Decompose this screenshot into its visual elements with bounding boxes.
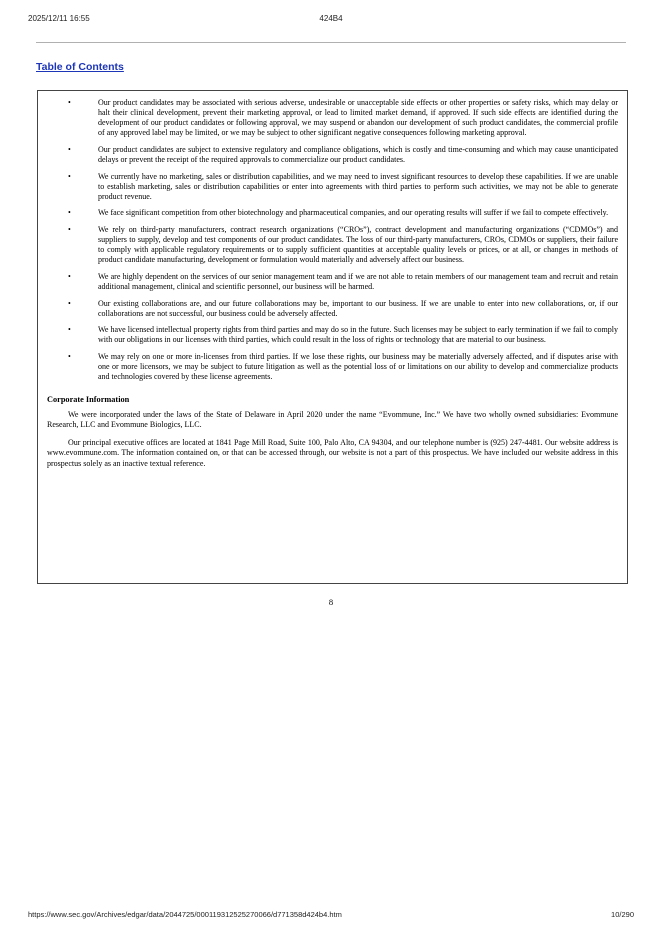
- bullet-dot-icon: •: [68, 351, 71, 361]
- bullet-dot-icon: •: [68, 271, 71, 281]
- corporate-info-paragraph: Our principal executive offices are located at 1841 Page Mill Road, Suite 100, Palo Alto, CA 94304, and our telephone number is (925) 247-4481. Our website address is www.evommune.com. The information contained on, or that can be accessed through, our website is not a part of this prospectus. We have included our website address in this prospectus solely as an inactive textual reference.: [47, 438, 618, 468]
- risk-bullet-in-licenses: [47, 352, 618, 382]
- bullet-dot-icon: •: [68, 144, 71, 154]
- print-document-title: 424B4: [319, 14, 343, 23]
- risk-bullet-regulatory: [47, 145, 618, 165]
- risk-bullet-text: We are highly dependent on the services of our senior management team and if we are not able to retain members of our management team and recruit and retain additional management, clinical and scientific personnel, our business will be harmed.: [98, 271, 618, 291]
- page-number: 8: [328, 597, 334, 607]
- print-footer: [28, 910, 634, 922]
- print-header: [28, 14, 634, 26]
- bullet-dot-icon: •: [68, 98, 71, 107]
- print-source-url: https://www.sec.gov/Archives/edgar/data/2044725/000119312525270066/d771358d424b4.htm: [28, 910, 342, 919]
- bullet-dot-icon: •: [68, 298, 71, 308]
- print-page-counter: 10/290: [611, 910, 634, 919]
- corporate-info-paragraph: We were incorporated under the laws of the State of Delaware in April 2020 under the name “Evommune, Inc.” We have two wholly owned subsidiaries: Evommune Research, LLC and Evommune Biologics, LLC.: [47, 410, 618, 430]
- risk-factor-bullet-list: [47, 98, 618, 382]
- bullet-dot-icon: •: [68, 325, 71, 335]
- header-divider: [36, 42, 626, 43]
- risk-bullet-management: [47, 272, 618, 292]
- bullet-dot-icon: •: [68, 208, 71, 218]
- risk-bullet-competition: [47, 208, 618, 218]
- corporate-information-heading: Corporate Information: [47, 395, 130, 405]
- bullet-dot-icon: •: [68, 224, 71, 234]
- risk-bullet-collaborations: [47, 299, 618, 319]
- bullet-dot-icon: •: [68, 171, 71, 181]
- summary-content-box: [37, 90, 628, 584]
- risk-bullet-text: Our product candidates may be associated with serious adverse, undesirable or unacceptable side effects or other properties or safety risks, which may delay or halt their clinical development, prevent their marketing approval, or lead to limited market demand, if approved. If such side effects are identified during the development of our product candidates or following approval, we may suspend or abandon our development of such product candidates, the commercial profile of any approved label may be limited, or we may be subject to other significant negative consequences following marketing approval.: [98, 98, 618, 138]
- risk-bullet-text: We face significant competition from other biotechnology and pharmaceutical companies, and our operating results will suffer if we fail to compete effectively.: [98, 208, 609, 218]
- table-of-contents-link[interactable]: Table of Contents: [36, 61, 124, 73]
- risk-bullet-third-party: [47, 225, 618, 265]
- risk-bullet-licensed-ip: [47, 325, 618, 345]
- risk-bullet-side-effects: [47, 98, 618, 138]
- risk-bullet-text: Our existing collaborations are, and our future collaborations may be, important to our business. If we are unable to enter into new collaborations, or, if our collaborations are not successful, our business could be adversely affected.: [98, 298, 618, 318]
- risk-bullet-text: We rely on third-party manufacturers, contract research organizations (“CROs”), contract development and manufacturing organizations (“CDMOs”) and suppliers to supply, develop and test components of our product candidates. The loss of our third-party manufacturers, CROs, CDMOs or suppliers, their failure to comply with applicable regulatory requirements or to supply sufficient quantities at acceptable quality levels or prices, or at all, or changes in methods of product candidate manufacturing, development or formulation would materially and adversely affect our business.: [98, 224, 618, 265]
- print-timestamp: 2025/12/11 16:55: [28, 14, 90, 23]
- risk-bullet-marketing: [47, 172, 618, 202]
- risk-bullet-text: We may rely on one or more in-licenses from third parties. If we lose these rights, our business may be materially adversely affected, and if disputes arise with one or more licensors, we may be subject to future litigation as well as the potential loss of or limitations on our ability to develop and commercialize products and technologies covered by these license agreements.: [98, 351, 618, 382]
- risk-bullet-text: We currently have no marketing, sales or distribution capabilities, and we may need to invest significant resources to develop these capabilities. If we are unable to establish marketing, sales or distribution capabilities or enter into agreements with third parties to perform such activities, we may not be able to generate product revenue.: [98, 171, 618, 201]
- risk-bullet-text: Our product candidates are subject to extensive regulatory and compliance obligations, which is costly and time-consuming and which may cause unanticipated delays or prevent the receipt of the required approvals to commercialize our product candidates.: [98, 144, 618, 164]
- risk-bullet-text: We have licensed intellectual property rights from third parties and may do so in the future. Such licenses may be subject to early termination if we fail to comply with our obligations in our licenses with third parties, which could result in the loss of rights or technology that are material to our business.: [98, 325, 618, 345]
